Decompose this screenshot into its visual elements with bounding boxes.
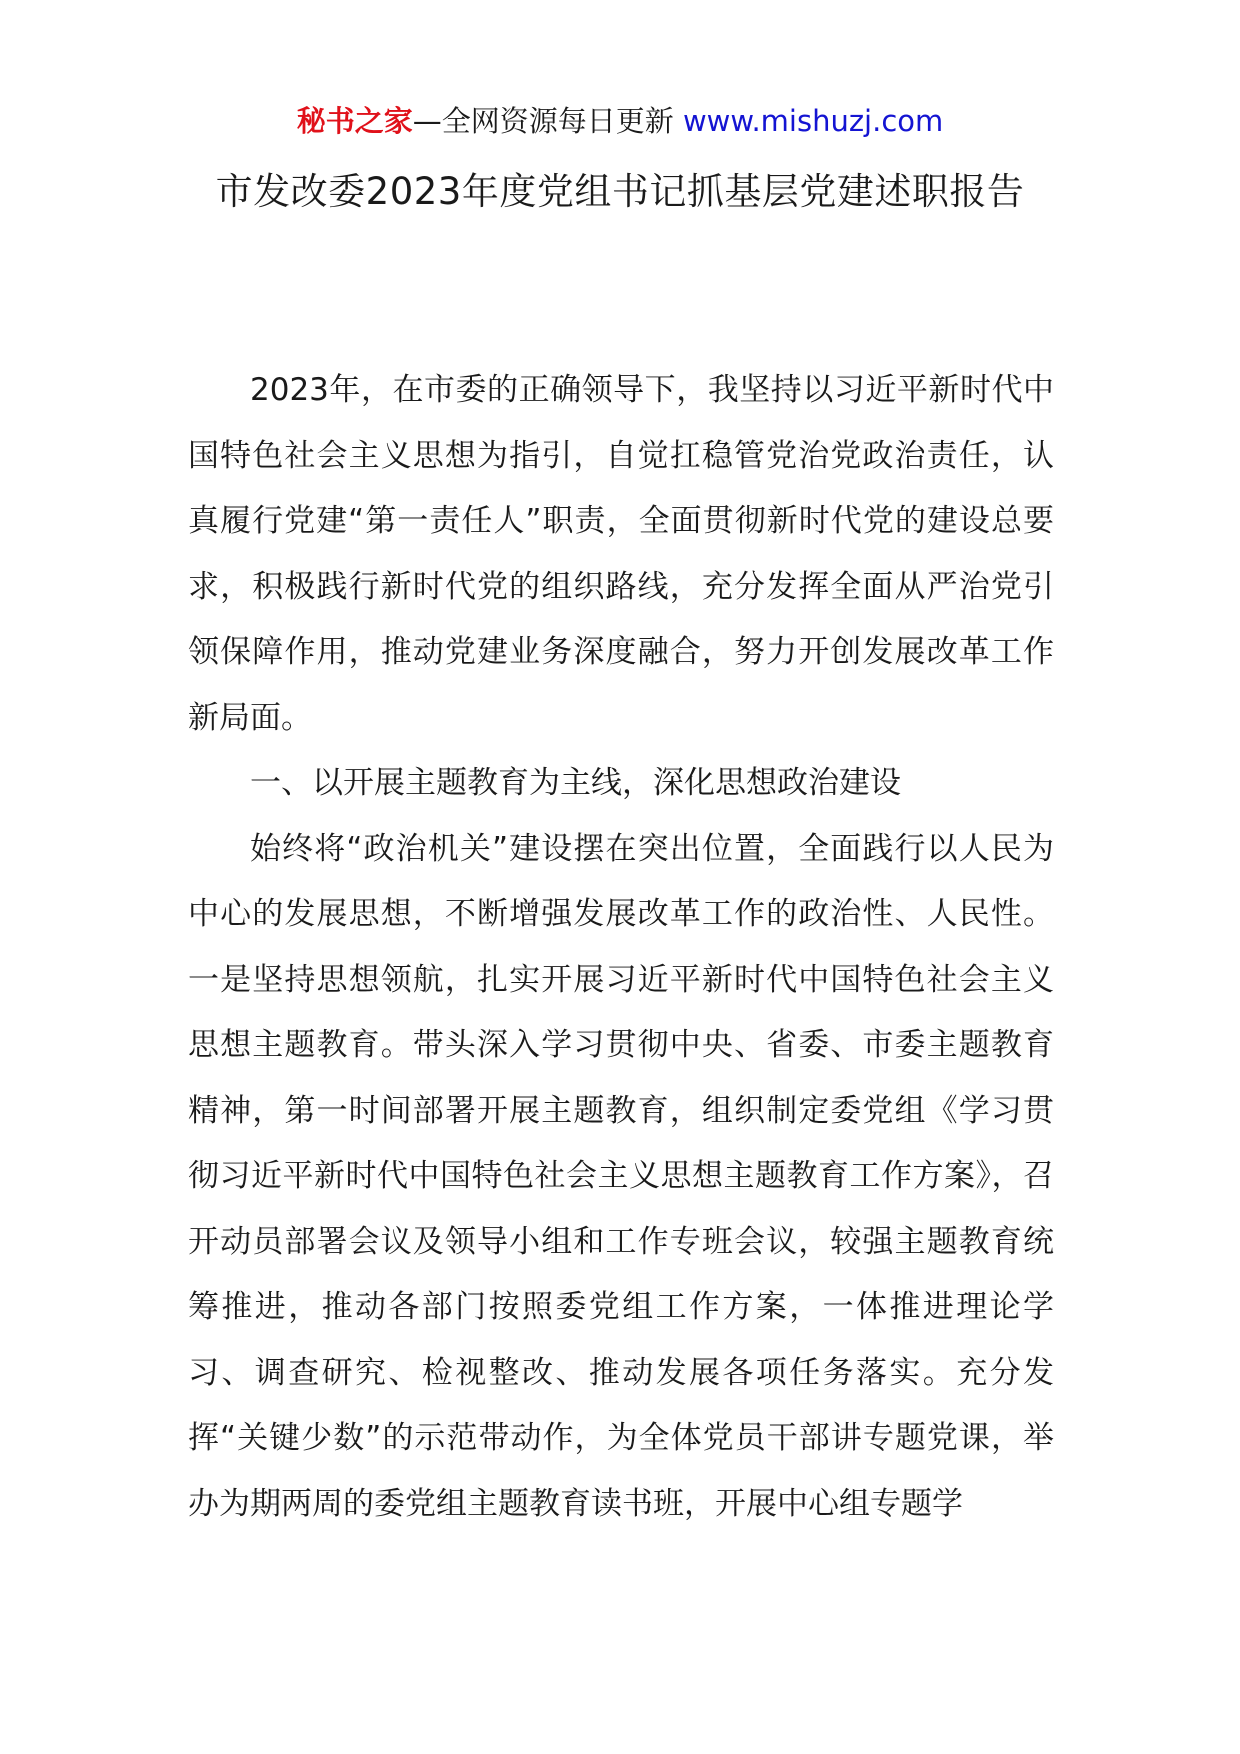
intro-paragraph: 2023年，在市委的正确领导下，我坚持以习近平新时代中国特色社会主义思想为指引，自觉扛稳管党治党政治责任，认真履行党建“第一责任人”职责，全面贯彻新时代党的建设总要求，积极践行新时代党的组织路线，充分发挥全面从严治党引领保障作用，推动党建业务深度融合，努力开创发展改革工作新局面。 <box>188 372 1054 736</box>
brand-name: 秘书之家 <box>296 104 413 138</box>
site-url-link[interactable]: www.mishuzj.com <box>682 104 944 138</box>
section-paragraph: 始终将“政治机关”建设摆在突出位置，全面践行以人民为中心的发展思想，不断增强发展改革工作的政治性、人民性。一是坚持思想领航，扎实开展习近平新时代中国特色社会主义思想主题教育。带头深入学习贯彻中央、省委、市委主题教育精神，第一时间部署开展主题教育，组织制定委党组《学习贯彻习近平新时代中国特色社会主义思想主题教育工作方案》，召开动员部署会议及领导小组和工作专班会议，较强主题教育统筹推进，推动各部门按照委党组工作方案，一体推进理论学习、调查研究、检视整改、推动发展各项任务落实。充分发挥“关键少数”的示范带动作，为全体党员干部讲专题党课，举办为期两周的委党组主题教育读书班，开展中心组专题学 <box>188 830 1054 1522</box>
document-body <box>188 358 1054 1537</box>
site-header <box>0 100 1240 142</box>
header-slogan: —全网资源每日更新 <box>412 104 674 138</box>
section-heading: 一、以开展主题教育为主线，深化思想政治建设 <box>250 765 901 801</box>
document-title: 市发改委2023年度党组书记抓基层党建述职报告 <box>215 170 1025 213</box>
